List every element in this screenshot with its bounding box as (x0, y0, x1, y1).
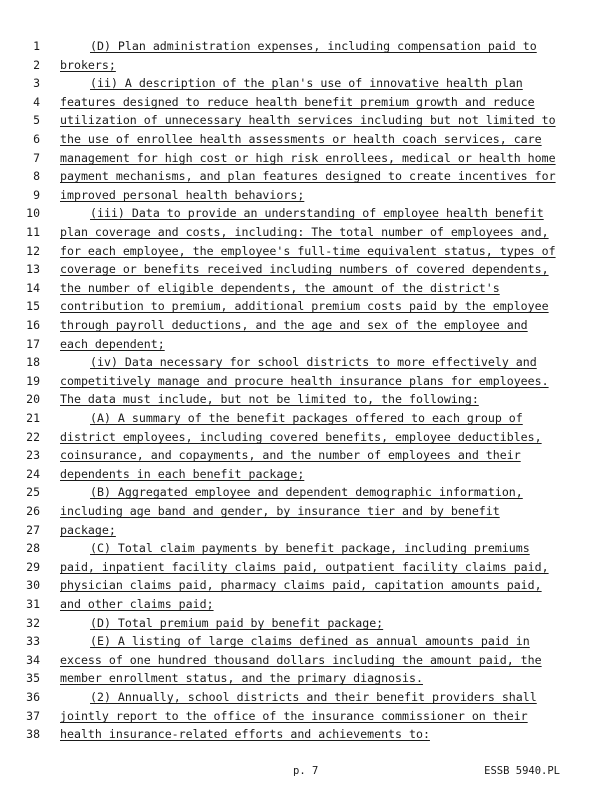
text-line: (ii) A description of the plan's use of innovative health plan (90, 76, 523, 90)
text-line: jointly report to the office of the insurance commissioner on their (60, 709, 528, 723)
page-number: p. 7 (293, 765, 319, 777)
line-number: 5 (33, 113, 40, 127)
line-number: 14 (26, 281, 40, 295)
line-number: 17 (26, 337, 40, 351)
line-number: 28 (26, 541, 40, 555)
line-number: 21 (26, 411, 40, 425)
text-line: improved personal health behaviors; (60, 188, 305, 202)
text-line: (C) Total claim payments by benefit package, including premiums (90, 541, 530, 555)
text-line: member enrollment status, and the primary diagnosis. (60, 671, 423, 685)
text-line: payment mechanisms, and plan features designed to create incentives for (60, 169, 556, 183)
line-number: 1 (33, 39, 40, 53)
line-number: 30 (26, 578, 40, 592)
line-number: 6 (33, 132, 40, 146)
line-number: 4 (33, 95, 40, 109)
text-line: each dependent; (60, 337, 165, 351)
line-number: 29 (26, 560, 40, 574)
line-number: 16 (26, 318, 40, 332)
text-line: through payroll deductions, and the age and sex of the employee and (60, 318, 528, 332)
line-number: 2 (33, 58, 40, 72)
line-number: 15 (26, 299, 40, 313)
line-number: 22 (26, 430, 40, 444)
line-number: 12 (26, 244, 40, 258)
text-line: (E) A listing of large claims defined as annual amounts paid in (90, 634, 530, 648)
text-line: the number of eligible dependents, the amount of the district's (60, 281, 500, 295)
text-line: contribution to premium, additional premium costs paid by the employee (60, 299, 549, 313)
text-line: The data must include, but not be limited to, the following: (60, 392, 479, 406)
line-number: 18 (26, 355, 40, 369)
line-number: 7 (33, 151, 40, 165)
line-number: 20 (26, 392, 40, 406)
line-number: 23 (26, 448, 40, 462)
text-line: (D) Plan administration expenses, including compensation paid to (90, 39, 537, 53)
text-line: paid, inpatient facility claims paid, outpatient facility claims paid, (60, 560, 549, 574)
text-line: (iii) Data to provide an understanding of employee health benefit (90, 206, 544, 220)
text-line: (D) Total premium paid by benefit package; (90, 616, 384, 630)
text-line: for each employee, the employee's full-time equivalent status, types of (60, 244, 556, 258)
line-number: 26 (26, 504, 40, 518)
line-number: 27 (26, 523, 40, 537)
text-line: coinsurance, and copayments, and the number of employees and their (60, 448, 521, 462)
line-number: 11 (26, 225, 40, 239)
line-number: 31 (26, 597, 40, 611)
line-number: 8 (33, 169, 40, 183)
text-line: dependents in each benefit package; (60, 467, 305, 481)
text-line: features designed to reduce health benefit premium growth and reduce (60, 95, 535, 109)
text-line: (iv) Data necessary for school districts to more effectively and (90, 355, 537, 369)
line-number: 24 (26, 467, 40, 481)
line-number: 32 (26, 616, 40, 630)
text-line: excess of one hundred thousand dollars including the amount paid, the (60, 653, 542, 667)
text-line: and other claims paid; (60, 597, 214, 611)
line-number: 33 (26, 634, 40, 648)
bill-identifier: ESSB 5940.PL (484, 765, 560, 777)
text-line: plan coverage and costs, including: The total number of employees and, (60, 225, 549, 239)
text-line: including age band and gender, by insurance tier and by benefit (60, 504, 500, 518)
text-line: brokers; (60, 58, 116, 72)
text-line: management for high cost or high risk enrollees, medical or health home (60, 151, 556, 165)
text-line: health insurance-related efforts and achievements to: (60, 727, 430, 741)
line-number: 34 (26, 653, 40, 667)
text-line: (B) Aggregated employee and dependent demographic information, (90, 485, 523, 499)
line-number: 35 (26, 671, 40, 685)
line-number: 10 (26, 206, 40, 220)
text-line: competitively manage and procure health insurance plans for employees. (60, 374, 549, 388)
text-line: (A) A summary of the benefit packages offered to each group of (90, 411, 523, 425)
line-number: 9 (33, 188, 40, 202)
line-number: 3 (33, 76, 40, 90)
text-line: (2) Annually, school districts and their benefit providers shall (90, 690, 537, 704)
text-line: coverage or benefits received including numbers of covered dependents, (60, 262, 549, 276)
text-line: district employees, including covered benefits, employee deductibles, (60, 430, 542, 444)
line-number: 38 (26, 727, 40, 741)
text-line: physician claims paid, pharmacy claims paid, capitation amounts paid, (60, 578, 542, 592)
line-number: 37 (26, 709, 40, 723)
text-line: the use of enrollee health assessments or health coach services, care (60, 132, 542, 146)
text-line: utilization of unnecessary health services including but not limited to (60, 113, 556, 127)
line-number: 36 (26, 690, 40, 704)
line-number: 19 (26, 374, 40, 388)
line-number: 25 (26, 485, 40, 499)
line-number: 13 (26, 262, 40, 276)
text-line: package; (60, 523, 116, 537)
